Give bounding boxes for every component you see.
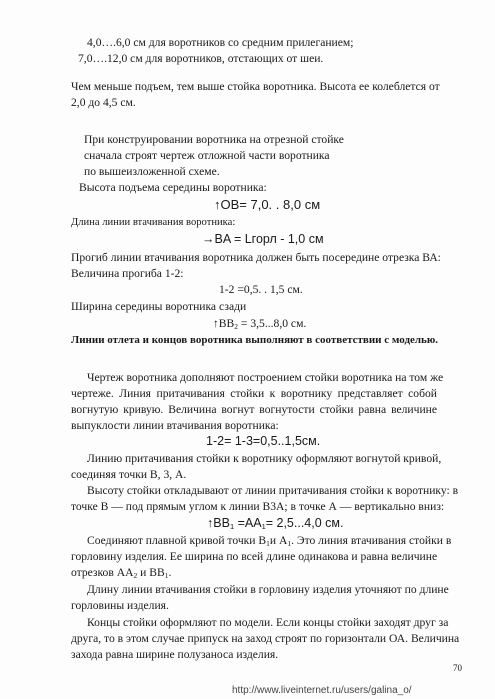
formula-part: ↑BB	[207, 516, 230, 530]
formula-part: = 2,5...4,0 см.	[265, 516, 344, 530]
text-line: При конструировании воротника на отрезной стойке	[84, 133, 344, 146]
text-line: 2,0 до 4,5 см.	[71, 96, 136, 109]
text-sub: 1	[164, 571, 169, 580]
text-part: . Это линия втачивания стойки в	[291, 534, 452, 547]
formula-bb1	[207, 517, 343, 530]
text-part: .	[168, 566, 172, 579]
text-line: Чем меньше подъем, тем выше стойка воротника. Высота ее колеблется от	[71, 80, 440, 93]
text-line: Длина линии втачивания воротника:	[71, 217, 236, 228]
text-line: точке В — под прямым углом к линии В3А; в точке А — вертикально вниз:	[71, 500, 445, 513]
watermark: http://www.liveinternet.ru/users/galina_o/	[232, 685, 412, 696]
text-line: чертеже. Линия притачивания стойки к воротнику представляет собой	[71, 387, 437, 400]
text-sub: 1	[287, 539, 292, 548]
formula-part: = 3,5...8,0 см.	[238, 317, 307, 330]
text-line: Ширина середины воротника сзади	[71, 300, 247, 313]
text-line: соединяя точки В, 3, А.	[71, 468, 187, 481]
formula-ob: ↑OB= 7,0. . 8,0 см	[214, 197, 321, 212]
text-line: Высота подъема середины воротника:	[79, 181, 267, 194]
text-line: Линии отлета и концов воротника выполняют в соответствии с моделью.	[71, 334, 439, 346]
text-line: сначала строят чертеж отложной части воротника	[84, 149, 330, 162]
text-line: Линию притачивания стойки к воротнику оформляют вогнутой кривой,	[87, 452, 442, 465]
page-number: 70	[453, 663, 462, 673]
formula-bb2	[213, 317, 306, 330]
text-part: и А	[269, 534, 288, 547]
formula-sub: 1	[229, 522, 235, 531]
text-line: вогнутую кривую. Величина вогнут вогнутости стойки равна величине	[71, 403, 437, 416]
text-line	[87, 534, 452, 548]
text-line: 7,0….12,0 см для воротников, отстающих от шеи.	[78, 52, 324, 65]
text-line: 4,0….6,0 см для воротников со средним прилеганием;	[87, 36, 354, 49]
text-sub: 1	[266, 539, 270, 548]
formula-sub: 2	[234, 322, 239, 331]
text-line: по вышеизложенной схеме.	[84, 165, 220, 178]
formula-12: 1-2 =0,5. . 1,5 см.	[219, 283, 303, 296]
text-part: отрезков АА	[71, 566, 134, 579]
text-line: горловину изделия. Ее ширина по всей длине одинакова и равна величине	[71, 550, 438, 563]
text-line	[71, 566, 171, 579]
text-line: Величина прогиба 1-2:	[71, 267, 184, 280]
text-line: Прогиб линии втачивания воротника должен быть посередине отрезка ВА:	[71, 251, 441, 264]
text-line: горловины изделия.	[71, 599, 169, 612]
text-part: и ВВ	[137, 566, 165, 579]
text-line: Чертеж воротника дополняют построением стойки воротника на том же	[87, 371, 444, 384]
formula-ba: →BA = Lгорл - 1,0 см	[202, 232, 324, 246]
text-line: Высоту стойки откладывают от линии притачивания стойки к воротнику: в	[87, 484, 459, 497]
text-line: захода равна ширине полузаноса изделия.	[71, 648, 279, 661]
formula-part: ↑BB	[213, 317, 235, 330]
text-line: выпуклости линии втачивания воротника:	[71, 419, 279, 432]
text-sub: 2	[133, 571, 138, 580]
formula-part: =AA	[234, 516, 262, 530]
text-line: друга, то в этом случае припуск на заход строят по горизонтали ОА. Величина	[71, 632, 460, 645]
text-line: Длину линии втачивания стойки в горловину изделия уточняют по длине	[87, 583, 449, 596]
formula-123: 1-2= 1-3=0,5..1,5см.	[206, 434, 321, 448]
text-part: Соединяют плавной кривой точки В	[87, 534, 267, 547]
text-line: Концы стойки оформляют по модели. Если концы стойки заходят друг за	[87, 616, 449, 629]
formula-sub: 1	[261, 522, 266, 531]
